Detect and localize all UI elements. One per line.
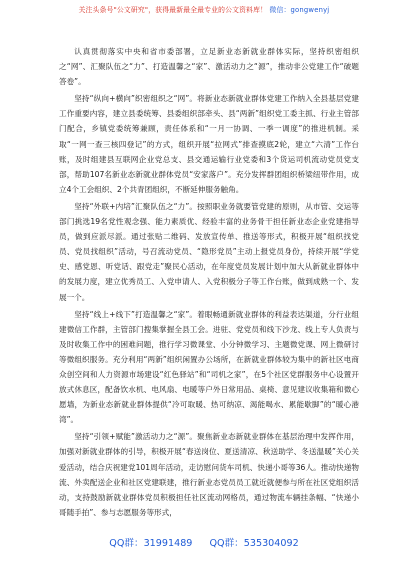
footer-qq-group-2: QQ群：535304092: [209, 538, 299, 549]
banner-wechat-text: 微信：gongwenyj: [269, 6, 330, 14]
document-body: [59, 44, 359, 522]
footer-contact: [0, 535, 408, 549]
header-banner: [0, 6, 408, 15]
banner-promo-text: 关注头条号"公文研究"，获得最新最全最专业的公文资料库！: [78, 6, 268, 14]
paragraph-intro: 认真贯彻落实中央和省市委部署，立足新业态新就业群体实际，坚持织密组织之“网”、汇聚队伍之“力”、打造温馨之“家”、激活动力之“源”，推动非公党建工作“破题答卷”。: [59, 47, 359, 87]
paragraph-home: 坚持“线上+线下”打造温馨之“家”。着眼畅通新就业群体的利益表达渠道，分行业组建微信工作群，主管部门搜集掌握全县工会。进驻、党党员和线下沙龙、线上专人负责与及时收集工作中的困难问题，推行学习微课堂、小分钟微学习、主题微党课、网上微研讨等微组织服务。充分利用“两新”组织闲置办公场所，在新就业群体较为集中的新社区电商众创空间和人力资源市场建设“红色驿站”和“司机之家”，在5个社区党群服务中心设置开放式休息区，配备饮水机、电风扇、电暖等户外日常用品、桌椅、意见建议收集箱和微心愿墙，为新业态新就业群体提供“冷可取暖、热可纳凉、渴能喝水、累能歇脚”的“暖心港湾”。: [59, 309, 359, 425]
paragraph-team: 坚持“外联+内培”汇聚队伍之“力”。按照职业务就要管党建的原则，从市管、交运等部门挑选19名党性观念强、能力素质优、经验丰富的业务骨干担任新业态企业党建指导员，做到应派尽派。通过张贴二维码、发放宣传单、推送等形式，积极开展“组织找党员、党员找组织”活动，号召流动党员、“隐形党员”主动上报党员身份，持续开展“学党史、感党恩、听党话、跟党走”聚民心活动，在年度党员发展计划中加大从新就业群体中的发展力度，建立优秀员工、入党申请人、入党积极分子等工作台账，做到成熟一个、发展一个。: [59, 201, 359, 302]
paragraph-motivation: 坚持“引领+赋能”激活动力之“源”。聚焦新业态新就业群体在基层治理中发挥作用，加强对新就业群体的引导，积极开展“春送岗位、夏送清凉、秋送助学、冬送温暖”关心关爱活动，结合庆祝建党101周年活动，走访慰问货车司机、快递小哥等36人。推动快递物流、外卖配送企业和社区党建联建，推行新业态党员员工就近就便参与所在社区党组织活动，支持鼓励新就业群体党员积极担任社区流动网格员，通过物流车辆挂条幅、“快递小哥随手拍”、参与志愿服务等形式，: [59, 432, 359, 517]
footer-qq-group-1: QQ群：31991489: [109, 538, 193, 549]
paragraph-network: 坚持“纵向+横向”织密组织之“网”。将新业态新就业群体党建工作纳入全县基层党建工作重要内容，建立县委统筹、县委组织部牵头、县“两新”组织党工委主抓、行业主管部门配合，乡镇党委统筹兼顾，责任体系和“一月一协调、一季一调度”的推进机制。采取“一网一查三核四登记”的方式，组织开展“拉网式”排查摸底2轮，建立“六清”工作台账，及时组建县互联网企业党总支、县交通运输行业党委和3个货运司机流动党员党支部，帮助107名新业态新就业群体党员“安家落户”。充分发挥群团组织桥梁纽带作用，成立4个工会组织、2个共青团组织，不断延伸服务触角。: [59, 94, 359, 194]
